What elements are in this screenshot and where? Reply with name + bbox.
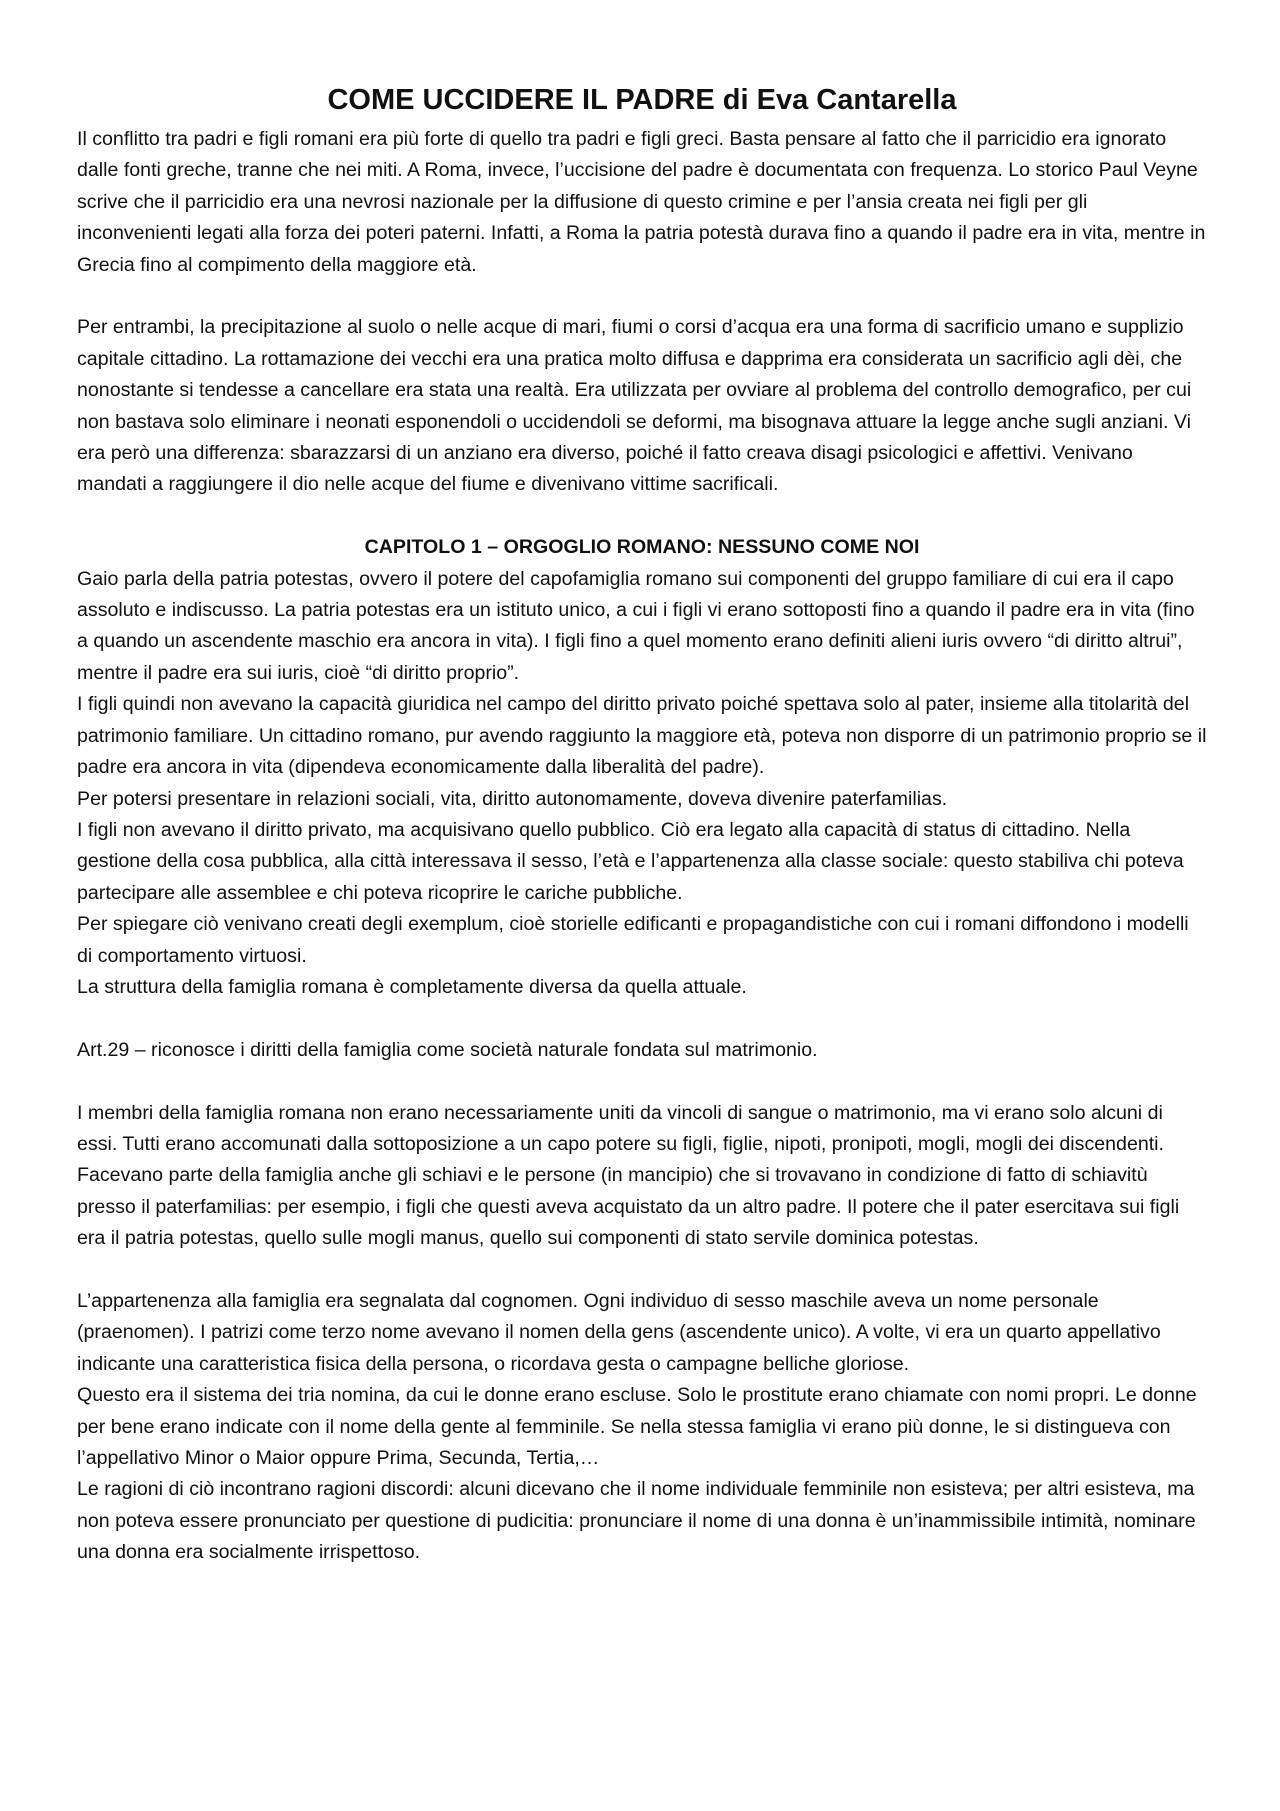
- chapter-paragraph: Gaio parla della patria potestas, ovvero il potere del capofamiglia romano sui componenti del gruppo familiare di cui era il capo assoluto e indiscusso. La patria potestas era un istituto unico, a cui i figli vi erano sottoposti fino a quando il padre era in vita (fino a quando un ascendente maschio era ancora in vita). I figli fino a quel momento erano definiti alieni iuris ovvero “di diritto altrui”, mentre il padre era sui iuris, cioè “di diritto proprio”.: [77, 567, 1195, 684]
- paragraph-gap: [77, 1255, 1207, 1286]
- paragraph-gap: [77, 1003, 1207, 1034]
- chapter-paragraph: I figli quindi non avevano la capacità giuridica nel campo del diritto privato poiché spettava solo al pater, insieme alla titolarità del patrimonio familiare. Un cittadino romano, pur avendo raggiunto la maggiore età, poteva non disporre di un patrimonio proprio se il padre era ancora in vita (dipendeva economicamente dalla liberalità del padre).: [77, 693, 1207, 779]
- second-paragraph: Per entrambi, la precipitazione al suolo o nelle acque di mari, fiumi o corsi d’acqua era una forma di sacrificio umano e supplizio capitale cittadino. La rottamazione dei vecchi era una pratica molto diffusa e dapprima era considerata un sacrificio agli dèi, che nonostante si tendesse a cancellare era stata una realtà. Era utilizzata per ovviare al problema del controllo demografico, per cui non bastava solo eliminare i neonati esponendoli o uccidendoli se deformi, ma bisognava attuare la legge anche sugli anziani. Vi era però una differenza: sbarazzarsi di un anziano era diverso, poiché il fatto creava disagi psicologici e affettivi. Venivano mandati a raggiungere il dio nelle acque del fiume e divenivano vittime sacrificali.: [77, 316, 1192, 496]
- names-paragraph: Questo era il sistema dei tria nomina, da cui le donne erano escluse. Solo le prostitute erano chiamate con nomi propri. Le donne per bene erano indicate con il nome della gente al femminile. Se nella stessa famiglia vi erano più donne, le si distingueva con l’appellativo Minor o Maior oppure Prima, Secunda, Tertia,…: [77, 1384, 1197, 1469]
- family-paragraph: I membri della famiglia romana non erano necessariamente uniti da vincoli di sangue o matrimonio, ma vi erano solo alcuni di essi. Tutti erano accomunati dalla sottoposizione a un capo potere su figli, figlie, nipoti, pronipoti, mogli, mogli dei discendenti. Facevano parte della famiglia anche gli schiavi e le persone (in mancipio) che si trovavano in condizione di fatto di schiavitù presso il paterfamilias: per esempio, i figli che questi aveva acquistato da un altro padre. Il potere che il pater esercitava sui figli era il patria potestas, quello sulle mogli manus, quello sui componenti di stato servile dominica potestas.: [77, 1101, 1180, 1250]
- article-line: Art.29 – riconosce i diritti della famiglia come società naturale fondata sul matrimonio.: [77, 1038, 818, 1061]
- chapter-paragraph: Per potersi presentare in relazioni sociali, vita, diritto autonomamente, doveva divenire paterfamilias.: [77, 787, 948, 810]
- document-page: [77, 78, 1207, 1569]
- names-paragraph: Le ragioni di ciò incontrano ragioni discordi: alcuni dicevano che il nome individuale femminile non esisteva; per altri esisteva, ma non poteva essere pronunciato per questione di pudicitia: pronunciare il nome di una donna è un’inammissibile intimità, nominare una donna era socialmente irrispettoso.: [77, 1478, 1196, 1564]
- chapter-heading: CAPITOLO 1 – ORGOGLIO ROMANO: NESSUNO COME NOI: [364, 536, 920, 559]
- intro-paragraph: Il conflitto tra padri e figli romani era più forte di quello tra padri e figli greci. Basta pensare al fatto che il parricidio era ignorato dalle fonti greche, tranne che nei miti. A Roma, invece, l’uccisione del padre è documentata con frequenza. Lo storico Paul Veyne scrive che il parricidio era una nevrosi nazionale per la diffusione di questo crimine e per l’ansia creata nei figli per gli inconvenienti legati alla forza dei poteri paterni. Infatti, a Roma la patria potestà durava fino a quando il padre era in vita, mentre in Grecia fino al compimento della maggiore età.: [77, 128, 1206, 276]
- paragraph-gap: [77, 281, 1207, 312]
- document-title: COME UCCIDERE IL PADRE di Eva Cantarella: [327, 84, 957, 116]
- names-paragraph: L’appartenenza alla famiglia era segnalata dal cognomen. Ogni individuo di sesso maschile aveva un nome personale (praenomen). I patrizi come terzo nome avevano il nomen della gens (ascendente unico). A volte, vi era un quarto appellativo indicante una caratteristica fisica della persona, o ricordava gesta o campagne belliche gloriose.: [77, 1289, 1161, 1375]
- chapter-paragraph: La struttura della famiglia romana è completamente diversa da quella attuale.: [77, 975, 747, 998]
- paragraph-gap: [77, 501, 1207, 532]
- paragraph-gap: [77, 1066, 1207, 1097]
- chapter-paragraph: I figli non avevano il diritto privato, ma acquisivano quello pubblico. Ciò era legato alla capacità di status di cittadino. Nella gestione della cosa pubblica, alla città interessava il sesso, l’età e l’appartenenza alla classe sociale: questo stabiliva chi poteva partecipare alle assemblee e chi poteva ricoprire le cariche pubbliche.: [77, 818, 1184, 904]
- chapter-paragraph: Per spiegare ciò venivano creati degli exemplum, cioè storielle edificanti e propagandistiche con cui i romani diffondono i modelli di comportamento virtuosi.: [77, 913, 1189, 967]
